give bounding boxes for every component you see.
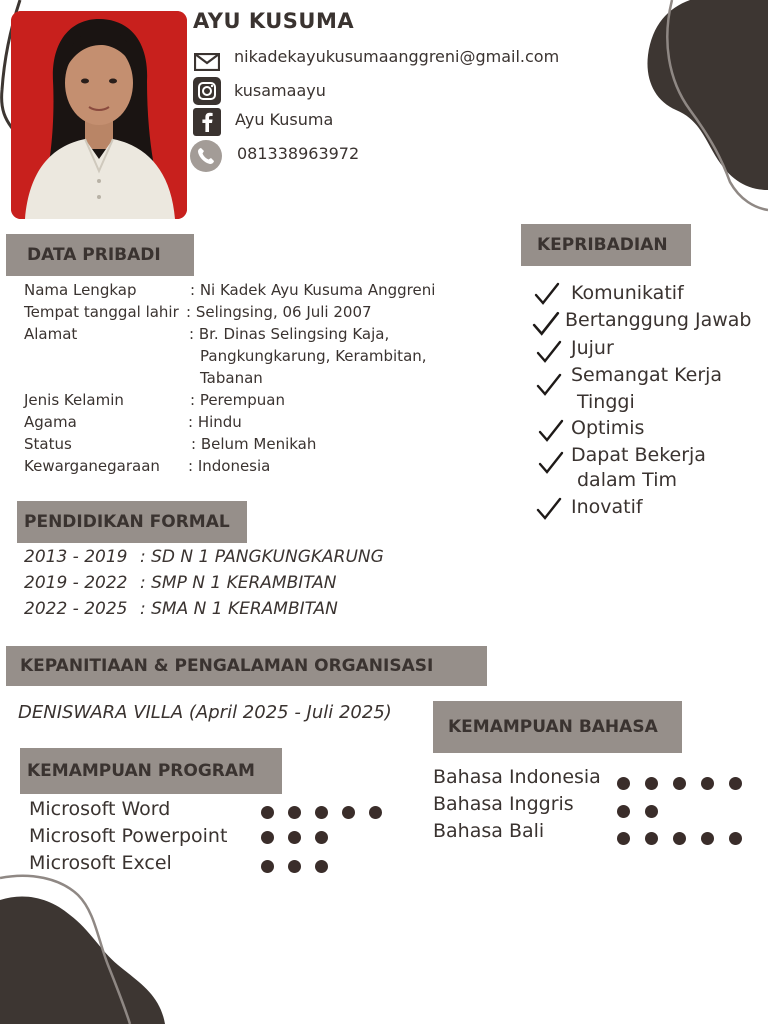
jk-value: : Perempuan [190,391,285,409]
skill-level-dot [315,806,328,819]
check-icon [538,418,564,448]
ttl-value: : Selingsing, 06 Juli 2007 [186,303,372,321]
program-title: KEMAMPUAN PROGRAM [27,761,255,781]
alamat-line-1: : Br. Dinas Selingsing Kaja, [189,325,390,343]
skill-level-dot [645,832,658,845]
skill-level-dot [342,806,355,819]
skill-level-dot [617,832,630,845]
facebook-text[interactable]: Ayu Kusuma [235,110,334,129]
skill-level-dot [288,860,301,873]
bottom-left-curve [0,876,130,1024]
instagram-text[interactable]: kusamaayu [234,81,326,100]
top-right-blob [647,0,768,190]
nama-value: : Ni Kadek Ayu Kusuma Anggreni [190,281,436,299]
skill-level-dot [261,806,274,819]
program-skill-name: Microsoft Powerpoint [29,825,228,847]
skill-level-dot [673,832,686,845]
organisasi-title: KEPANITIAAN & PENGALAMAN ORGANISASI [20,656,434,676]
pendidikan-school: : SMP N 1 KERAMBITAN [140,573,337,593]
status-label: Status [24,435,72,453]
skill-level-dot [701,777,714,790]
kepribadian-item-2: Bertanggung Jawab [565,309,752,331]
kepribadian-item-6: Dapat Bekerja [571,444,706,466]
phone-text[interactable]: 081338963972 [237,144,360,163]
alamat-line-3: Tabanan [200,369,263,387]
alamat-line-2: Pangkungkarung, Kerambitan, [200,347,427,365]
pendidikan-header [17,501,247,543]
skill-level-dot [261,860,274,873]
kepribadian-item-4: Semangat Kerja [571,364,723,386]
top-right-curve [667,0,768,210]
skill-level-dot [729,832,742,845]
check-icon [534,281,560,311]
check-icon [538,450,564,480]
skill-level-dot [369,806,382,819]
kepribadian-item-4-cont: Tinggi [577,391,635,413]
warga-label: Kewarganegaraan [24,457,160,475]
pendidikan-title: PENDIDIKAN FORMAL [24,512,230,532]
skill-level-dot [261,831,274,844]
skill-level-dot [645,805,658,818]
kepribadian-item-1: Komunikatif [571,282,684,304]
skill-level-dot [617,777,630,790]
kepribadian-header [521,224,691,266]
pendidikan-school: : SMA N 1 KERAMBITAN [140,599,338,619]
nama-label: Nama Lengkap [24,281,137,299]
check-icon [532,310,560,342]
bahasa-skill-name: Bahasa Bali [433,820,545,842]
ttl-label: Tempat tanggal lahir [24,303,179,321]
check-icon [536,496,562,526]
skill-level-dot [617,805,630,818]
status-value: : Belum Menikah [191,435,317,453]
profile-photo [11,11,187,219]
bahasa-skill-name: Bahasa Indonesia [433,766,601,788]
jk-label: Jenis Kelamin [24,391,124,409]
check-icon [536,372,562,402]
skill-level-dot [645,777,658,790]
instagram-icon [193,77,221,105]
pendidikan-years: 2022 - 2025 [24,599,128,619]
email-text[interactable]: nikadekayukusumaanggreni@gmail.com [234,47,560,66]
pendidikan-years: 2019 - 2022 [24,573,128,593]
skill-level-dot [315,860,328,873]
bahasa-title: KEMAMPUAN BAHASA [448,717,658,737]
pendidikan-school: : SD N 1 PANGKUNGKARUNG [140,547,384,567]
warga-value: : Indonesia [188,457,271,475]
skill-level-dot [729,777,742,790]
agama-value: : Hindu [188,413,242,431]
kepribadian-item-5: Optimis [571,417,645,439]
kepribadian-title: KEPRIBADIAN [537,235,668,255]
data-pribadi-title: DATA PRIBADI [27,245,161,265]
kepribadian-item-3: Jujur [571,337,614,359]
profile-name: AYU KUSUMA [193,9,355,33]
skill-level-dot [288,831,301,844]
skill-level-dot [673,777,686,790]
skill-level-dot [288,806,301,819]
pendidikan-years: 2013 - 2019 [24,547,128,567]
skill-level-dot [315,831,328,844]
mail-icon [193,48,221,76]
skill-level-dot [701,832,714,845]
data-pribadi-header [6,234,194,276]
program-header [20,748,282,794]
organisasi-header [6,646,487,686]
bahasa-skill-name: Bahasa Inggris [433,793,574,815]
kepribadian-item-7: Inovatif [571,496,643,518]
agama-label: Agama [24,413,77,431]
facebook-icon [193,108,221,136]
kepribadian-item-6-cont: dalam Tim [577,469,677,491]
organisasi-item: DENISWARA VILLA (April 2025 - Juli 2025) [18,702,392,723]
check-icon [536,339,562,369]
bahasa-header [433,701,682,753]
program-skill-name: Microsoft Excel [29,852,172,874]
program-skill-name: Microsoft Word [29,798,171,820]
alamat-label: Alamat [24,325,78,343]
bottom-left-blob [0,896,165,1024]
phone-icon [190,140,222,172]
